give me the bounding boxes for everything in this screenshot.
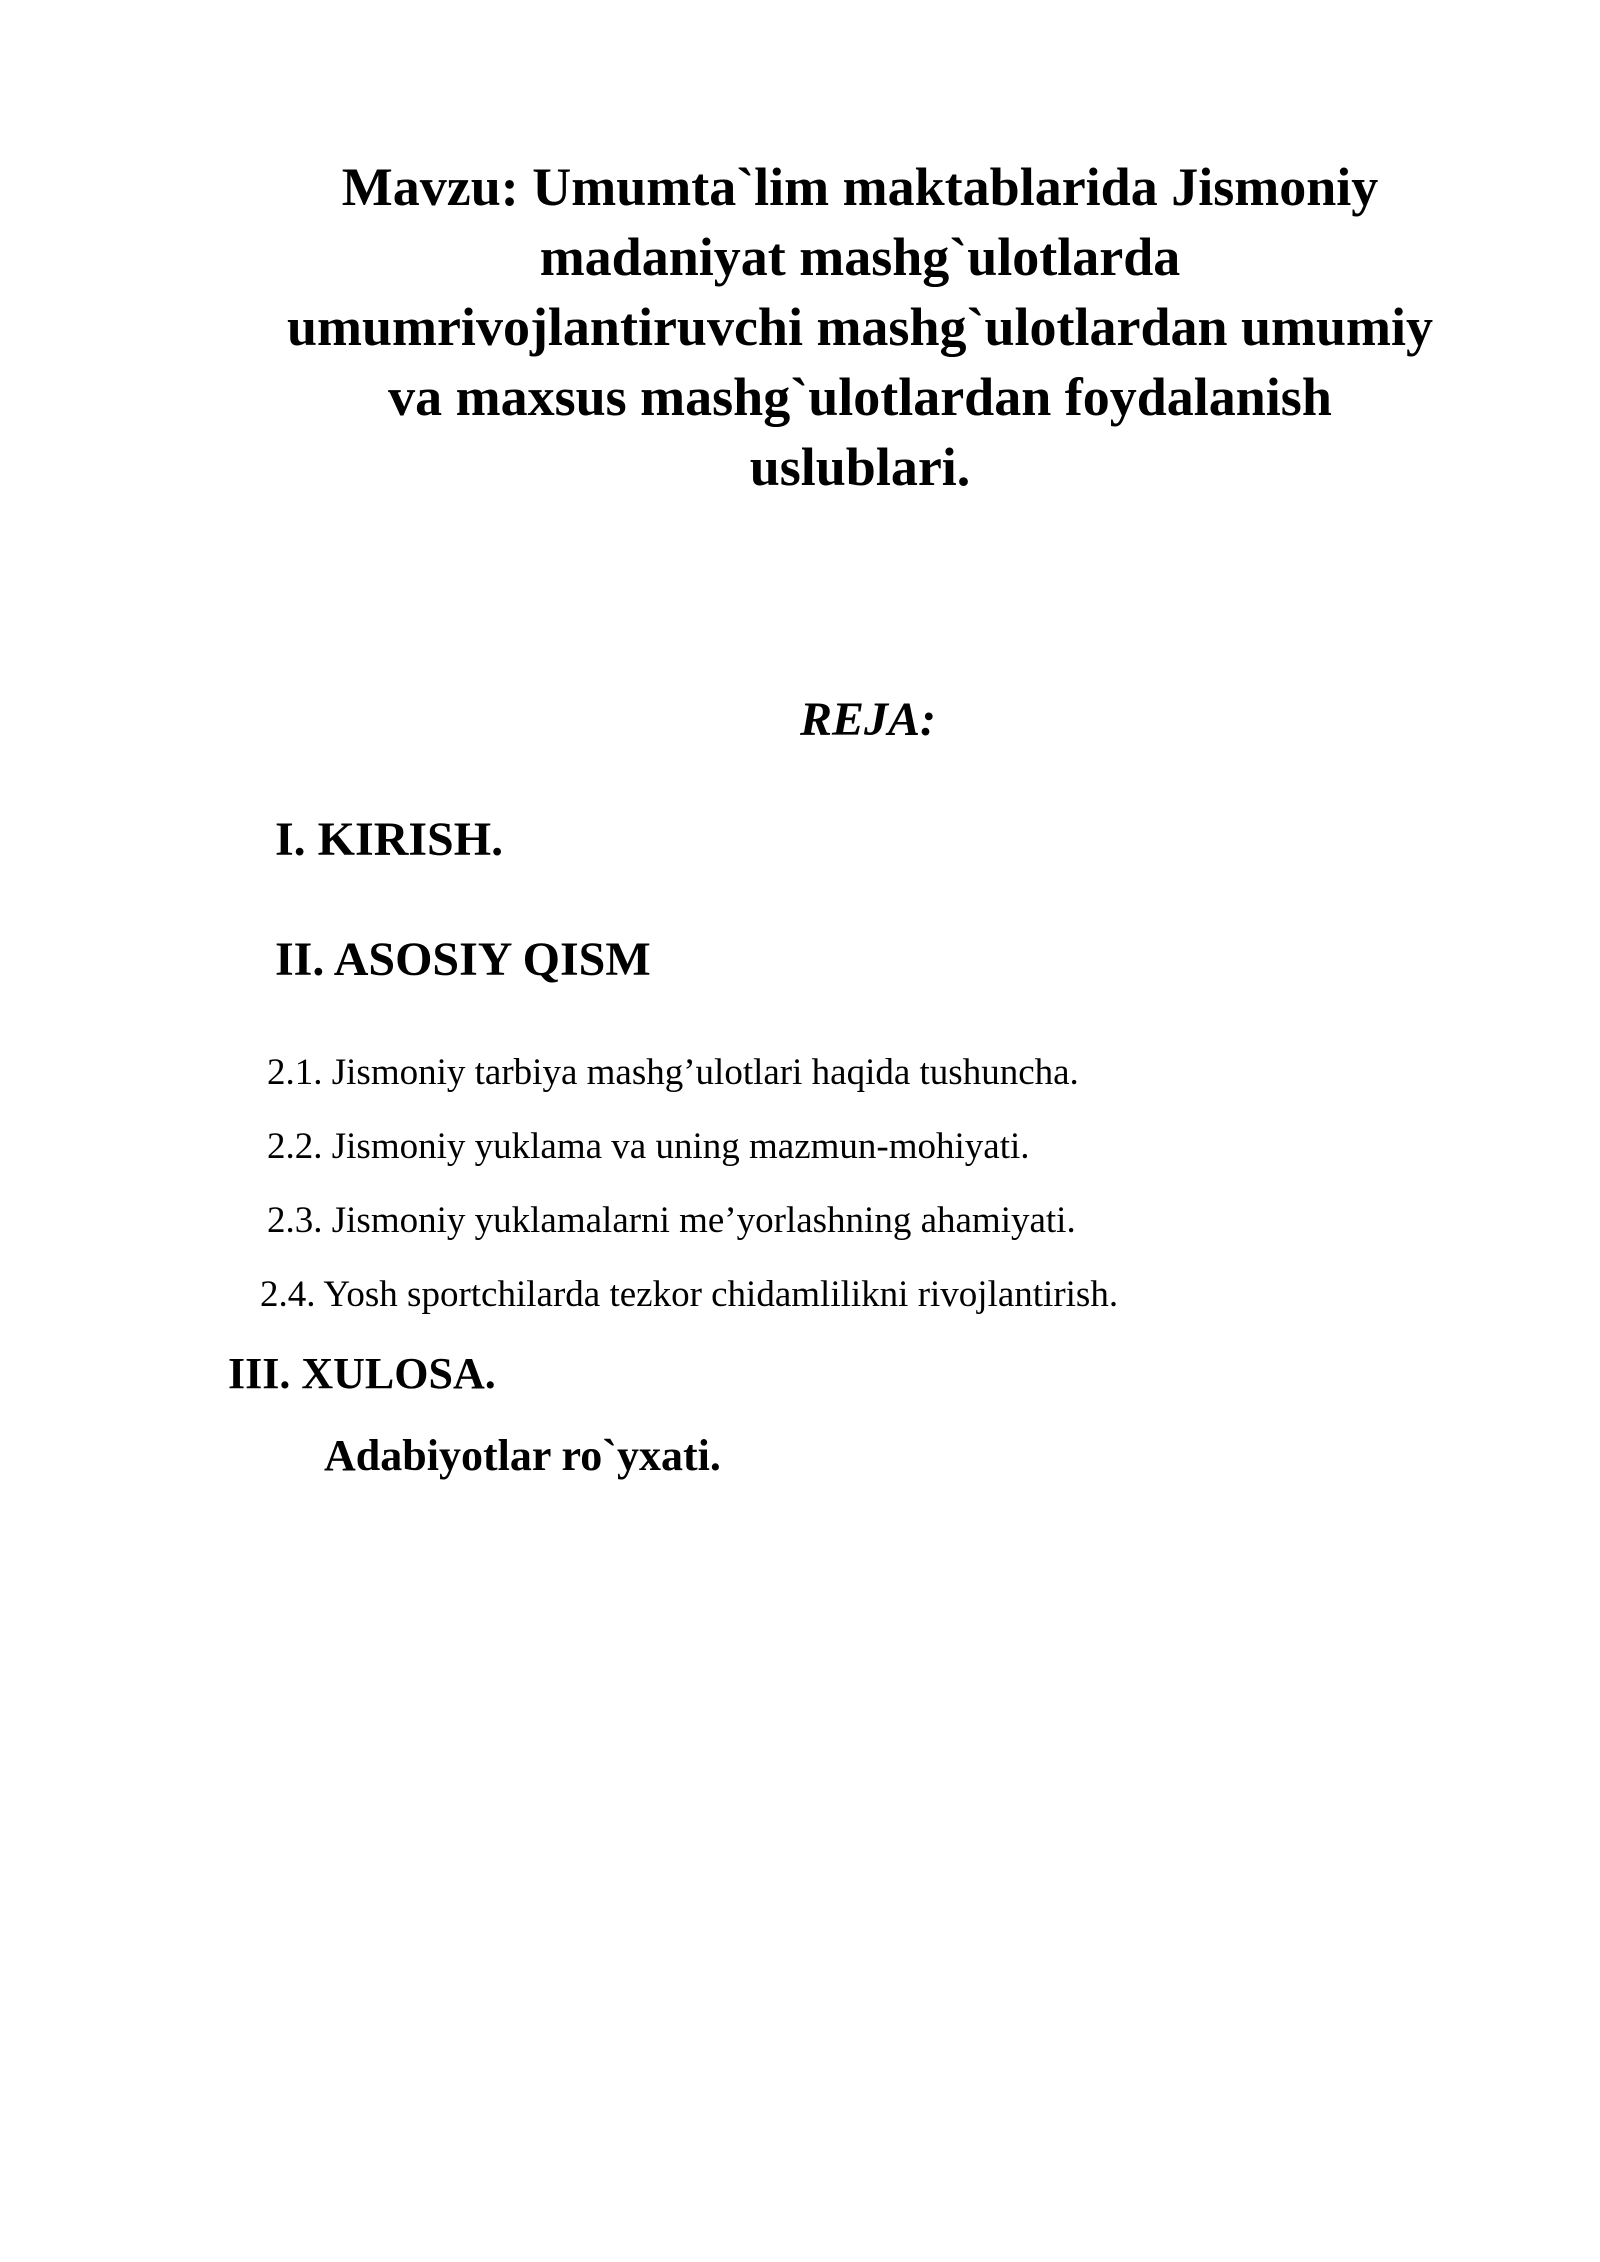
- title-line: umumrivojlantiruvchi mashg`ulotlardan umumiy: [286, 297, 1434, 357]
- references-heading: Adabiyotlar ro`yxati.: [324, 1431, 721, 1480]
- section-main-part: II. ASOSIY QISM: [275, 933, 651, 986]
- subsection-item: 2.4. Yosh sportchilarda tezkor chidamlilikni rivojlantirish.: [260, 1274, 1119, 1315]
- plan-heading: REJA:: [800, 693, 937, 746]
- title-line: Mavzu: Umumta`lim maktablarida Jismoniy: [341, 157, 1379, 217]
- title-line: va maxsus mashg`ulotlardan foydalanish: [388, 367, 1332, 427]
- section-introduction: I. KIRISH.: [275, 813, 504, 866]
- document-title: [200, 152, 1520, 502]
- subsection-item: 2.3. Jismoniy yuklamalarni me’yorlashning ahamiyati.: [267, 1200, 1076, 1241]
- subsection-item: 2.2. Jismoniy yuklama va uning mazmun-mohiyati.: [267, 1126, 1030, 1167]
- title-line: uslublari.: [749, 437, 971, 497]
- section-conclusion: III. XULOSA.: [228, 1349, 496, 1398]
- subsection-item: 2.1. Jismoniy tarbiya mashg’ulotlari haqida tushuncha.: [267, 1052, 1079, 1093]
- title-line: madaniyat mashg`ulotlarda: [539, 227, 1181, 287]
